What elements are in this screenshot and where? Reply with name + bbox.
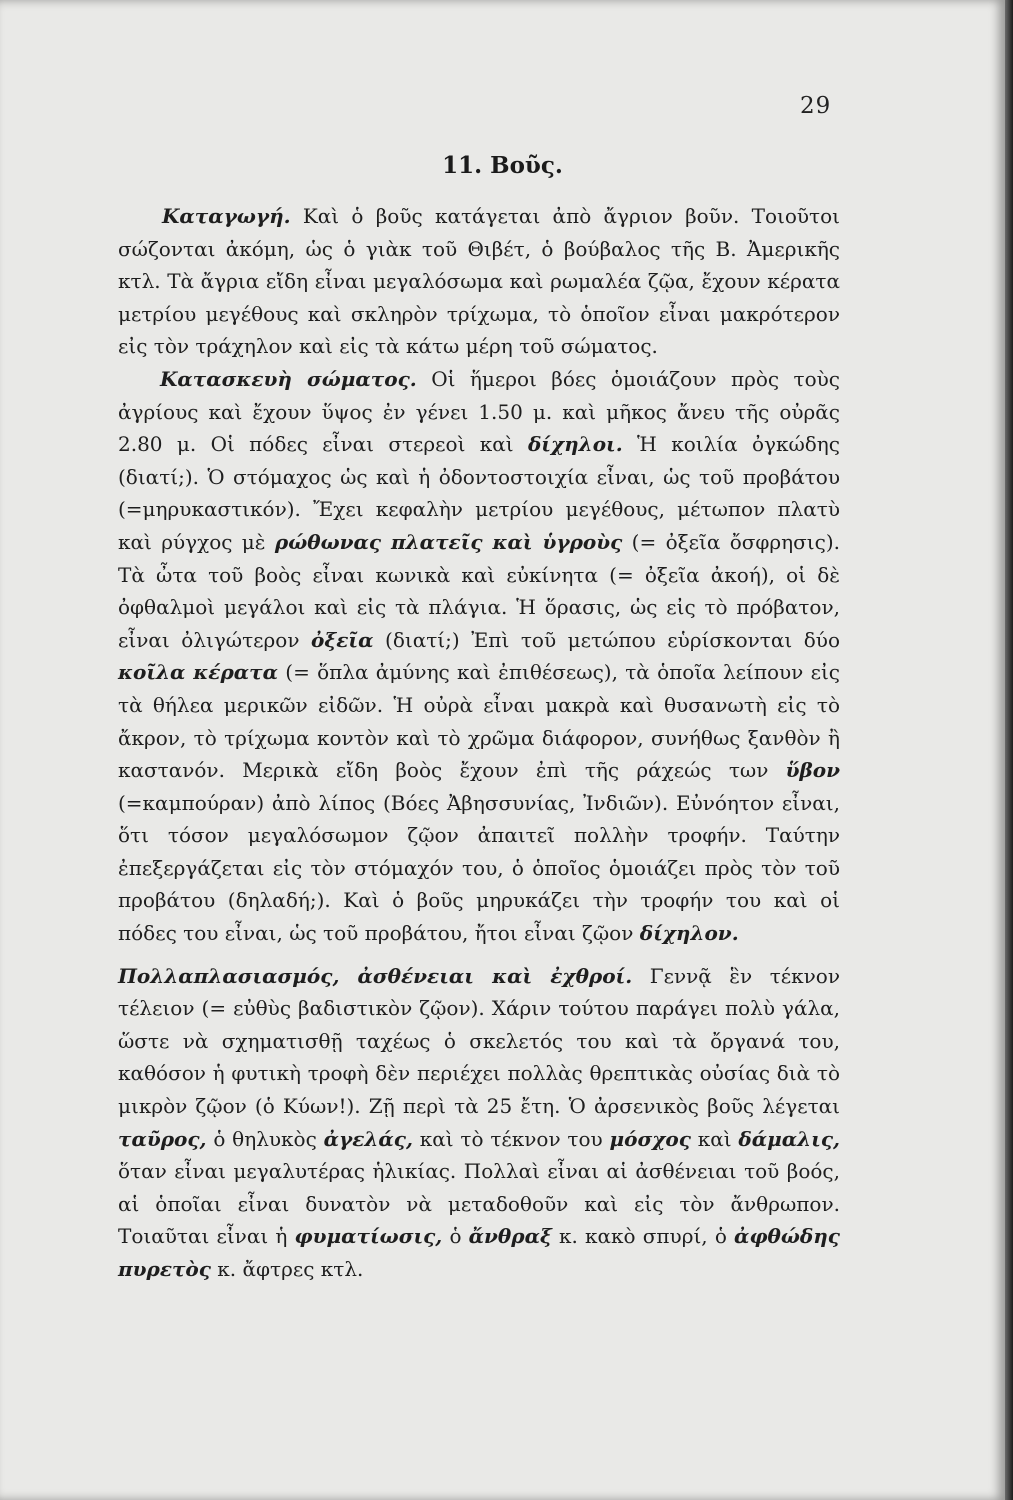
page-edge-shadow <box>1005 0 1013 1500</box>
emphasis-term: δίχηλον. <box>639 921 739 946</box>
text-span: κ. ἄφτρες κτλ. <box>210 1257 364 1281</box>
paragraph-body-structure <box>118 363 840 950</box>
emphasis-term: ὕβον <box>785 758 840 783</box>
paragraph-origin <box>118 200 840 363</box>
emphasis-term: δάμαλις, <box>738 1126 840 1151</box>
emphasis-term: φυματίωσις, <box>294 1224 443 1249</box>
page-number: 29 <box>800 93 832 119</box>
paragraph-reproduction <box>118 960 840 1286</box>
text-span: ὁ θηλυκὸς <box>206 1126 324 1151</box>
heading-body-structure: Κατασκευὴ σώματος. <box>160 366 417 391</box>
text-span: καὶ τὸ τέκνον του <box>412 1126 610 1151</box>
text-span: (= ὅπλα ἀμύνης καὶ ἐπιθέσεως), τὰ ὁποῖα λείπουν εἰς τὰ θήλεα μερικῶν εἰδῶν. Ἡ οὐρὰ εἶναι μακρὰ καὶ θυσανωτὴ εἰς τὸ ἄκρον, τὸ τρίχωμα κοντὸν καὶ τὸ χρῶμα διάφορον, συνήθως ξανθὸν ἢ καστανόν. Μερικὰ εἴδη βοὸς ἔχουν ἐπὶ τῆς ράχεώς των <box>118 660 840 783</box>
chapter-title: 11. Βοῦς. <box>442 152 563 179</box>
text-span: (=καμπούραν) ἀπὸ λίπος (Βόες Ἀβησσυνίας, Ἰνδιῶν). Εὐνόητον εἶναι, ὅτι τόσον μεγαλόσωμον ζῷον ἀπαιτεῖ πολλὴν τροφήν. Ταύτην ἐπεξεργάζεται εἰς τὸν στόμαχόν του, ὁ ὁποῖος ὁμοιάζει πρὸς τὸν τοῦ προβάτου (δηλαδή;). Καὶ ὁ βοῦς μηρυκάζει τὴν τροφήν του καὶ οἱ πόδες του εἶναι, ὡς τοῦ προβάτου, ἤτοι εἶναι ζῷον <box>118 790 840 946</box>
emphasis-term: ταῦρος, <box>118 1126 207 1151</box>
emphasis-term: ρώθωνας πλατεῖς καὶ ὑγροὺς <box>274 529 623 554</box>
text-span: (διατί;) Ἐπὶ τοῦ μετώπου εὑρίσκονται δύο <box>373 627 840 652</box>
text-span: καὶ <box>690 1126 739 1151</box>
text-span: Γεννᾷ ἓν τέκνον τέλειον (= εὐθὺς βαδιστικὸν ζῷον). Χάριν τούτου παράγει πολὺ γάλα, ὥστε νὰ σχηματισθῇ ταχέως ὁ σκελετός του καὶ τὰ ὄργανά του, καθόσον ἡ φυτικὴ τροφὴ δὲν περιέχει πολλὰς θρεπτικὰς οὐσίας διὰ τὸ μικρὸν ζῷον (ὁ Κύων!). Ζῇ περὶ τὰ 25 ἔτη. Ὁ ἀρσενικὸς βοῦς λέγεται <box>118 963 841 1119</box>
emphasis-term: κοῖλα κέρατα <box>118 660 278 685</box>
text-span: (= ὀξεῖα ὄσφρησις). Τὰ ὦτα τοῦ βοὸς εἶναι κωνικὰ καὶ εὐκίνητα (= ὀξεῖα ἀκοή), οἱ δὲ ὀφθαλμοὶ μεγάλοι καὶ εἰς τὰ πλάγια. Ἡ ὅρασις, ὡς εἰς τὸ πρόβατον, εἶναι ὀλιγώτερον <box>118 529 840 652</box>
text-span: ὅταν εἶναι μεγαλυτέρας ἡλικίας. Πολλαὶ εἶναι αἱ ἀσθένειαι τοῦ βοός, αἱ ὁποῖαι εἶναι δυνατὸν νὰ μεταδοθοῦν καὶ εἰς τὸν ἄνθρωπον. Τοιαῦται εἶναι ἡ <box>118 1159 840 1249</box>
emphasis-term: ἀγελάς, <box>323 1126 413 1151</box>
emphasis-term: μόσχος <box>609 1126 691 1151</box>
text-span: κ. κακὸ σπυρί, ὁ <box>551 1224 735 1249</box>
text-span: ὁ <box>442 1224 469 1249</box>
text-span: Καὶ ὁ βοῦς κατάγεται ἀπὸ ἄγριον βοῦν. Τοιοῦτοι σώζονται ἀκόμη, ὡς ὁ γιὰκ τοῦ Θιβέτ, ὁ βούβαλος τῆς Β. Ἀμερικῆς κτλ. Τὰ ἄγρια εἴδη εἶναι μεγαλόσωμα καὶ ρωμαλέα ζῷα, ἔχουν κέρατα μετρίου μεγέθους καὶ σκληρὸν τρίχωμα, τὸ ὁποῖον εἶναι μακρότερον εἰς τὸν τράχηλον καὶ εἰς τὰ κάτω μέρη τοῦ σώματος. <box>118 204 840 359</box>
paragraph-gap <box>118 950 840 960</box>
text-span: Οἱ ἥμεροι βόες ὁμοιάζουν πρὸς τοὺς ἀγρίους καὶ ἔχουν ὕψος ἐν γένει 1.50 μ. καὶ μῆκος ἄνευ τῆς οὐρᾶς 2.80 μ. Οἱ πόδες εἶναι στερεοὶ καὶ <box>118 366 841 457</box>
text-span: Ἡ κοιλία ὀγκώδης (διατί;). Ὁ στόμαχος ὡς καὶ ἡ ὀδοντοστοιχία εἶναι, ὡς τοῦ προβάτου (=μηρυκαστικόν). Ἔχει κεφαλὴν μετρίου μεγέθους, μέτωπον πλατὺ καὶ ρύγχος μὲ <box>118 432 840 554</box>
emphasis-term: ἀφθώδης πυρετὸς <box>118 1224 840 1281</box>
emphasis-term: δίχηλοι. <box>527 432 623 457</box>
heading-reproduction: Πολλαπλασιασμός, ἀσθένειαι καὶ ἐχθροί. <box>118 963 633 988</box>
emphasis-term: ὀξεῖα <box>311 627 374 652</box>
heading-origin: Καταγωγή. <box>162 204 291 228</box>
emphasis-term: ἄνθραξ <box>468 1224 552 1249</box>
body-text <box>118 200 840 1286</box>
